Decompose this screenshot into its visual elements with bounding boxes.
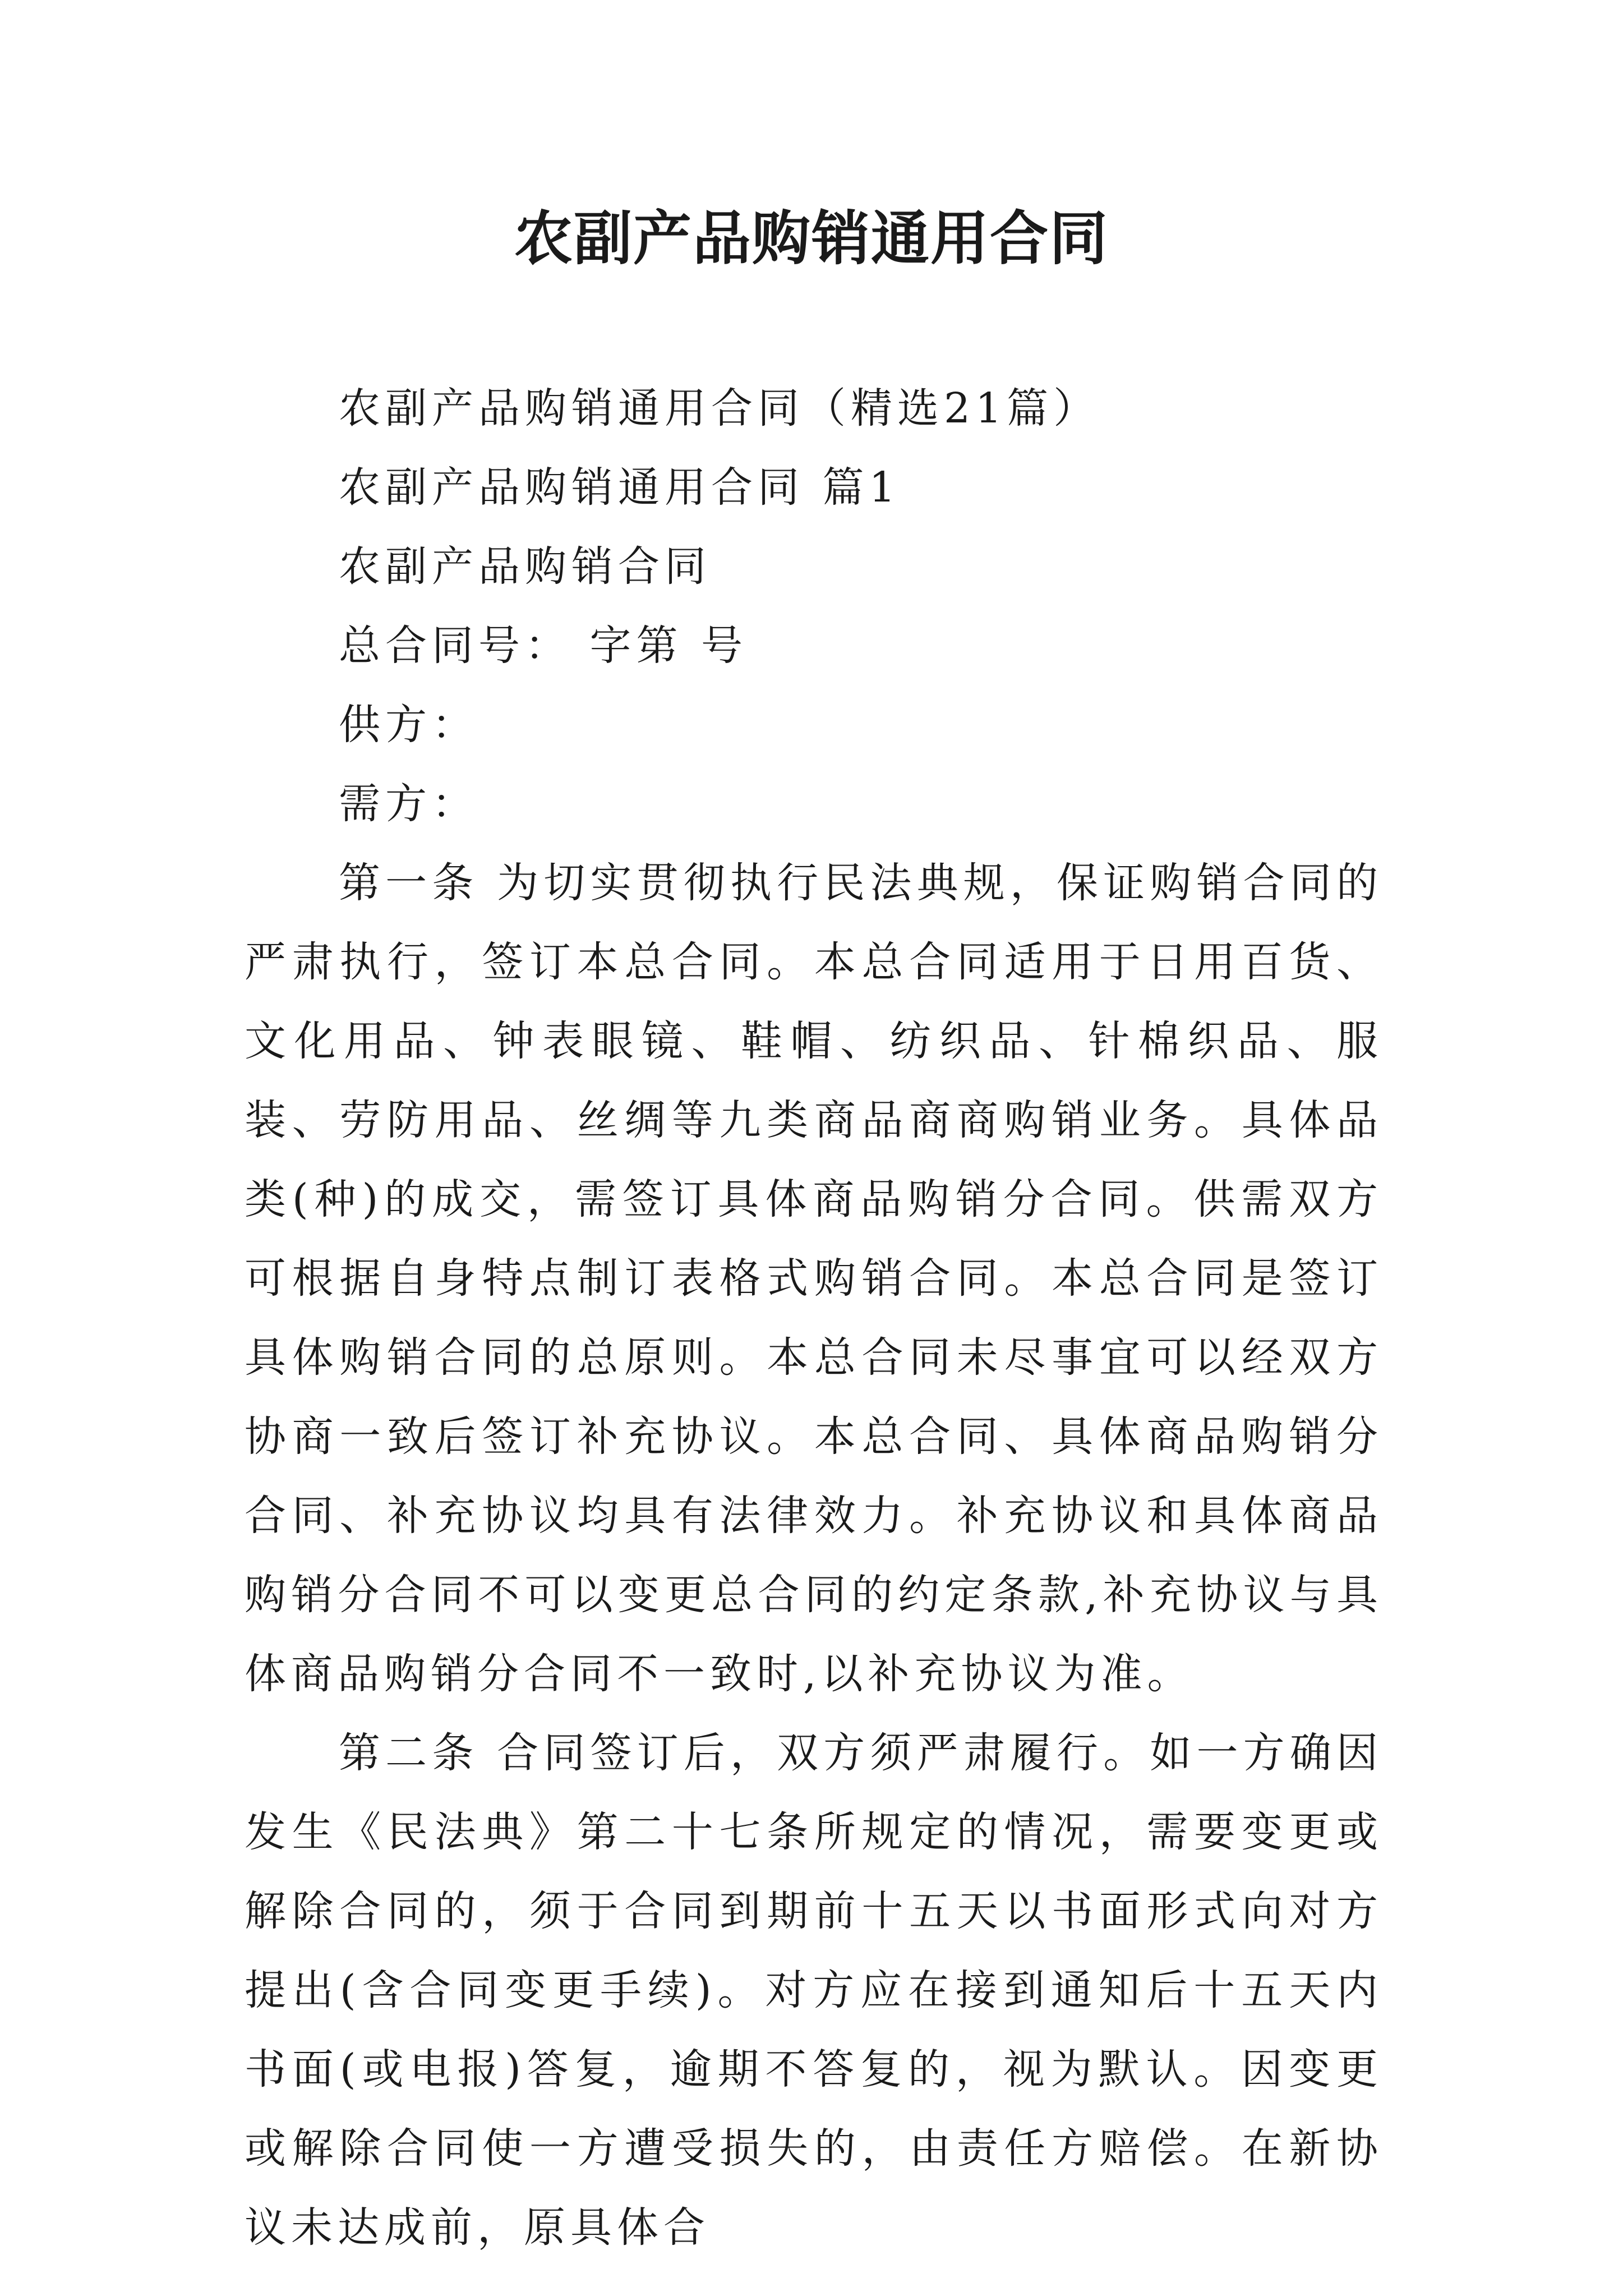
article-2-paragraph: 第二条 合同签订后，双方须严肃履行。如一方确因发生《民法典》第二十七条所规定的情况，需要变更或解除合同的，须于合同到期前十五天以书面形式向对方提出(含合同变更手续)。对方应在接到通知后十五天内书面(或电报)答复，逾期不答复的，视为默认。因变更或解除合同使一方遭受损失的，由责任方赔偿。在新协议未达成前，原具体合 — [245, 1729, 1383, 2252]
contract-name-line: 农副产品购销合同 — [339, 542, 711, 591]
document-title: 农副产品购销通用合同 — [514, 204, 1109, 273]
section-heading: 农副产品购销通用合同 篇1 — [339, 463, 901, 512]
supplier-line: 供方： — [339, 701, 478, 749]
buyer-line: 需方： — [339, 780, 478, 828]
document-body — [245, 369, 1383, 2267]
contract-number-line: 总合同号： 字第 号 — [339, 622, 748, 670]
article-1-paragraph: 第一条 为切实贯彻执行民法典规，保证购销合同的严肃执行，签订本总合同。本总合同适用于日用百货、文化用品、钟表眼镜、鞋帽、纺织品、针棉织品、服装、劳防用品、丝绸等九类商品商商购销业务。具体品类(种)的成交，需签订具体商品购销分合同。供需双方可根据自身特点制订表格式购销合同。本总合同是签订具体购销合同的总原则。本总合同未尽事宜可以经双方协商一致后签订补充协议。本总合同、具体商品购销分合同、补充协议均具有法律效力。补充协议和具体商品购销分合同不可以变更总合同的约定条款,补充协议与具体商品购销分合同不一致时,以补充协议为准。 — [245, 859, 1383, 1698]
subtitle-line: 农副产品购销通用合同（精选21篇） — [339, 384, 1100, 432]
